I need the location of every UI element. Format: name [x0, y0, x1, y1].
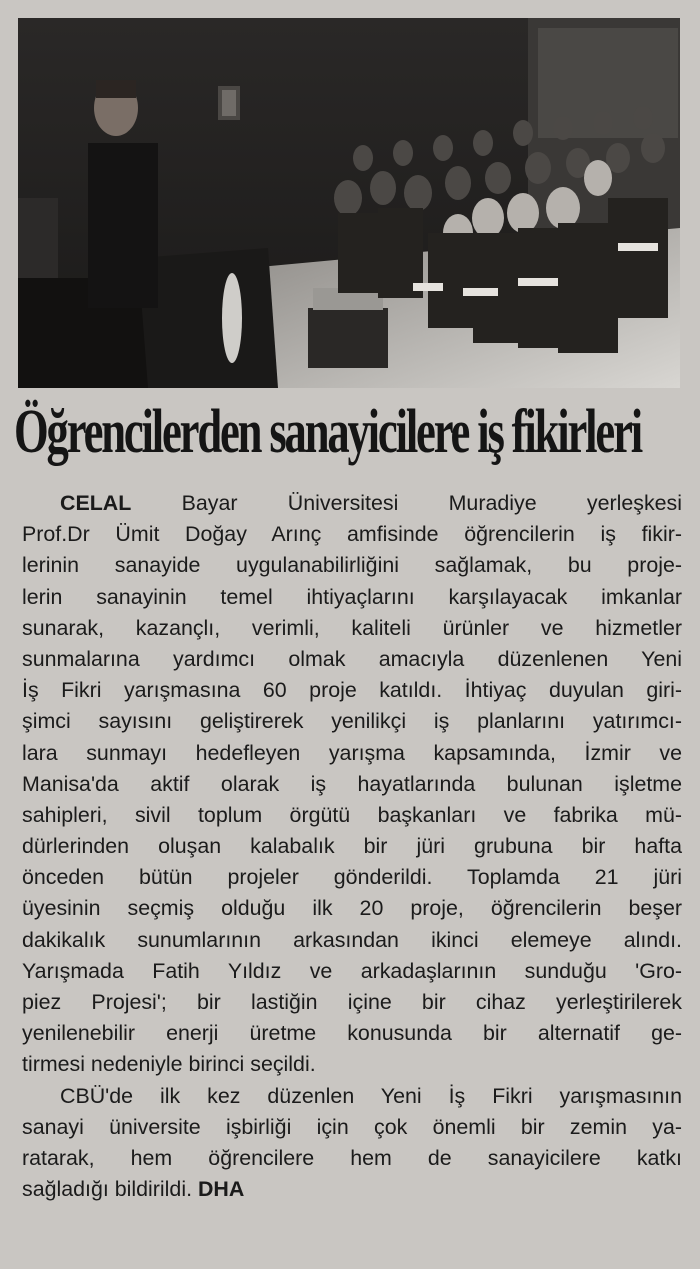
- article-line: sunarak, kazançlı, verimli, kaliteli ürünler ve hizmetler: [22, 615, 682, 640]
- article-line: önceden bütün projeler gönderildi. Toplamda 21 jüri: [22, 865, 682, 890]
- news-photo: [18, 18, 680, 388]
- article-line: İş Fikri yarışmasına 60 proje katıldı. İhtiyaç duyulan giri-: [22, 678, 682, 703]
- article-line: üyesinin seçmiş olduğu ilk 20 proje, öğrencilerin beşer: [22, 896, 682, 921]
- conference-photo-illustration: [18, 18, 680, 388]
- article-line: Yarışmada Fatih Yıldız ve arkadaşlarının sunduğu 'Gro-: [22, 958, 682, 983]
- article-line: şimci sayısını geliştirerek yenilikçi iş planlarını yatırımcı-: [22, 709, 682, 734]
- headline: Öğrencilerden sanayicilere iş fikirleri: [14, 398, 641, 466]
- article-line: lerinin sanayide uygulanabilirliğini sağlamak, bu proje-: [22, 553, 682, 578]
- article-line: sunmalarına yardımcı olmak amacıyla düzenlenen Yeni: [22, 646, 682, 671]
- article-line: Manisa'da aktif olarak iş hayatlarında bulunan işletme: [22, 771, 682, 796]
- article-line: sanayi üniversite işbirliği için çok önemli bir zemin ya-: [22, 1114, 682, 1139]
- article-line: tirmesi nedeniyle birinci seçildi.: [22, 1052, 316, 1077]
- article-line: yenilenebilir enerji üretme konusunda bir alternatif ge-: [22, 1021, 682, 1046]
- article-line-text: Bayar Üniversitesi Muradiye yerleşkesi: [131, 491, 682, 515]
- article-line: ratarak, hem öğrencilere hem de sanayicilere katkı: [22, 1145, 682, 1170]
- article-line: [22, 488, 682, 519]
- article-line-text: sağladığı bildirildi.: [22, 1177, 198, 1202]
- article-line: piez Projesi'; bir lastiğin içine bir cihaz yerleştirilerek: [22, 990, 682, 1014]
- lead-word: CELAL: [60, 491, 132, 515]
- article-line: lerin sanayinin temel ihtiyaçlarını karşılayacak imkanlar: [22, 584, 682, 609]
- article-line: dürlerinden oluşan kalabalık bir jüri grubuna bir hafta: [22, 834, 682, 859]
- article-line: lara sunmayı hedefleyen yarışma kapsamında, İzmir ve: [22, 740, 682, 765]
- article-line: Prof.Dr Ümit Doğay Arınç amfisinde öğrencilerin iş fikir-: [22, 522, 682, 547]
- article-line: [22, 1174, 682, 1205]
- article-line: sahipleri, sivil toplum örgütü başkanları ve fabrika mü-: [22, 802, 682, 827]
- article-line: CBÜ'de ilk kez düzenlen Yeni İş Fikri yarışmasının: [60, 1083, 682, 1108]
- article-body: [22, 488, 682, 1205]
- agency-credit: DHA: [197, 1177, 245, 1202]
- article-line: dakikalık sunumlarının arkasından ikinci elemeye alındı.: [22, 927, 682, 952]
